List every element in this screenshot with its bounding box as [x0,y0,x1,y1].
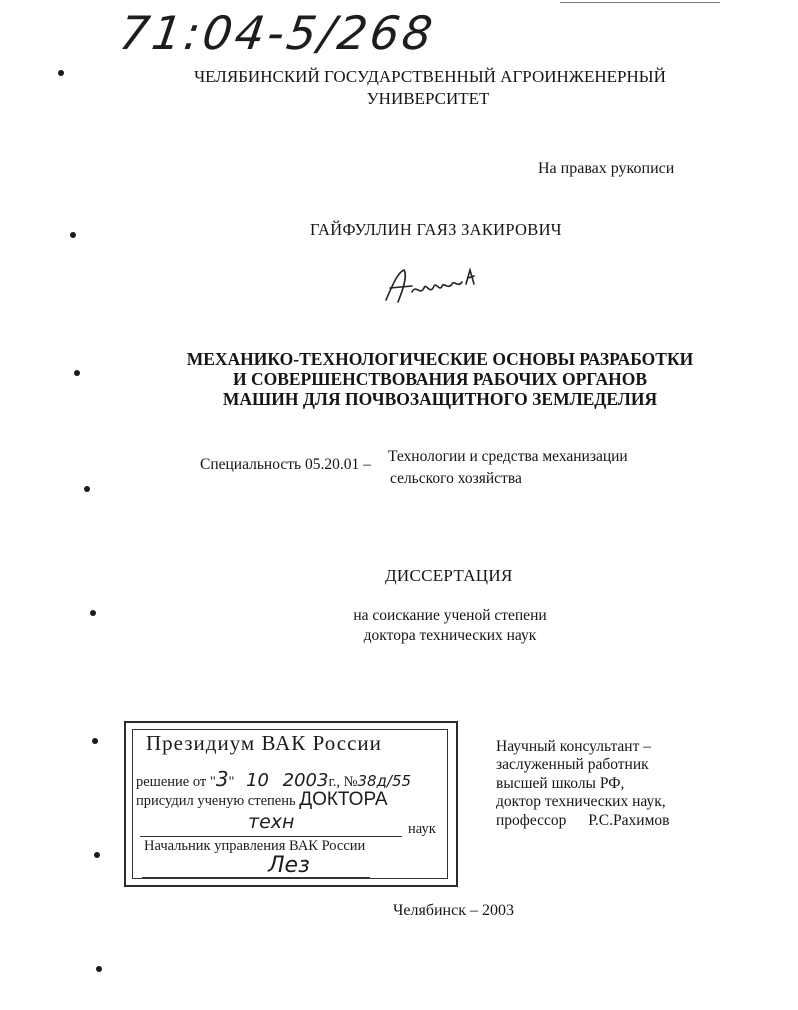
top-edge-line [560,2,720,3]
scan-mark [70,232,76,238]
scan-mark [96,966,102,972]
consultant-line-1: Научный консультант – [496,738,651,755]
stamp-heading: Президиум ВАК России [146,731,382,755]
scan-mark [92,738,98,744]
stamp-decision-prefix: решение от [136,774,207,790]
consultant-line-5-row [496,812,669,830]
consultant-line-3: высшей школы РФ, [496,774,625,792]
author-signature [378,262,488,312]
stamp-field-underline [140,836,402,837]
title-line-3: МАШИН ДЛЯ ПОЧВОЗАЩИТНОГО ЗЕМЛЕДЕЛИЯ [222,389,658,409]
scan-mark [58,70,64,76]
stamp-awarded-prefix: присудил ученую степень [136,793,296,809]
stamp-field-suffix: наук [408,821,436,837]
scan-mark [90,610,96,616]
rights-note: На правах рукописи [538,160,675,177]
stamp-signature-line [142,877,370,878]
specialty-value-line-2: сельского хозяйства [390,470,522,487]
stamp-degree: ДОКТОРА [299,789,388,810]
stamp-day: 3 [215,767,229,791]
stamp-head-title: Начальник управления ВАК России [144,838,366,854]
stamp-year-suffix: г., № [328,774,358,790]
consultant-line-2: заслуженный работник [496,756,649,774]
consultant-name: Р.С.Рахимов [588,811,670,829]
institution-line-1: ЧЕЛЯБИНСКИЙ ГОСУДАРСТВЕННЫЙ АГРОИНЖЕНЕРНЫЙ [194,67,666,86]
scan-mark [84,486,90,492]
stamp-quote-open: " [209,774,216,790]
stamp-month: 10 [246,770,269,791]
archive-code: 71:04-5/268 [116,6,439,60]
consultant-block [496,738,669,830]
stamp-year: 2003 [282,770,329,791]
stamp-decision-row [136,767,411,791]
stamp-head-signature: Лез [268,853,310,878]
title-line-2: И СОВЕРШЕНСТВОВАНИЯ РАБОЧИХ ОРГАНОВ [232,369,648,389]
specialty-label: Специальность 05.20.01 – [200,456,371,473]
city-year: Челябинск – 2003 [393,902,514,919]
scan-mark [94,852,100,858]
author-name: ГАЙФУЛЛИН ГАЯЗ ЗАКИРОВИЧ [310,220,562,239]
stamp-field: техн [248,811,295,833]
scan-mark [74,370,80,376]
vak-stamp [124,721,458,887]
institution-line-2: УНИВЕРСИТЕТ [366,89,490,108]
purpose-line-2: доктора технических наук [363,627,537,644]
consultant-line-4: доктор технических наук, [496,793,666,811]
consultant-title: профессор [496,811,567,829]
stamp-number: 38д/55 [357,772,412,790]
stamp-award-row [136,789,388,811]
stamp-quote-close: " [228,774,235,790]
purpose-line-1: на соискание ученой степени [353,607,547,624]
title-line-1: МЕХАНИКО-ТЕХНОЛОГИЧЕСКИЕ ОСНОВЫ РАЗРАБОТКИ [186,349,694,369]
document-type: ДИССЕРТАЦИЯ [385,566,513,585]
specialty-value-line-1: Технологии и средства механизации [388,448,628,465]
